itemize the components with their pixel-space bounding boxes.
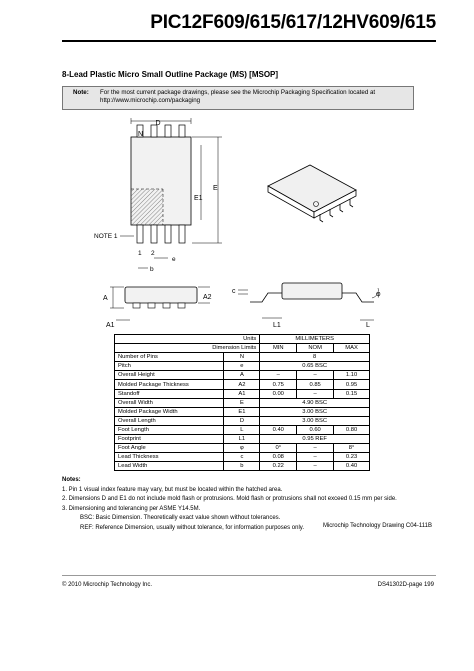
- dim-label-b: b: [150, 266, 154, 273]
- note1-label: NOTE 1: [94, 233, 118, 240]
- row-nom: –: [297, 462, 334, 471]
- row-value: 8: [260, 353, 370, 362]
- row-name: Overall Height: [115, 371, 224, 380]
- units-label: Units: [115, 335, 260, 344]
- row-min: 0°: [260, 444, 297, 453]
- row-max: 0.40: [334, 462, 370, 471]
- row-symbol: E1: [224, 407, 260, 416]
- row-name: Molded Package Width: [115, 407, 224, 416]
- row-symbol: L1: [224, 435, 260, 444]
- isometric-view: [268, 165, 356, 222]
- units-value: MILLIMETERS: [260, 335, 370, 344]
- table-row: [115, 425, 370, 434]
- table-row: [115, 353, 370, 362]
- row-name: Foot Angle: [115, 444, 224, 453]
- row-symbol: L: [224, 425, 260, 434]
- row-min: 0.08: [260, 453, 297, 462]
- row-max: 0.23: [334, 453, 370, 462]
- dim-label-c: c: [232, 288, 236, 295]
- table-row: [115, 416, 370, 425]
- col-nom-header: NOM: [297, 344, 334, 353]
- row-symbol: A2: [224, 380, 260, 389]
- row-name: Overall Length: [115, 416, 224, 425]
- row-nom: –: [297, 371, 334, 380]
- table-row: [115, 462, 370, 471]
- row-nom: –: [297, 389, 334, 398]
- row-symbol: A: [224, 371, 260, 380]
- table-row: [115, 380, 370, 389]
- row-name: Foot Length: [115, 425, 224, 434]
- row-value: 3.00 BSC: [260, 407, 370, 416]
- dim-label-E1: E1: [194, 195, 203, 202]
- dimension-limits-label: Dimension Limits: [115, 344, 260, 353]
- dim-label-L: L: [366, 322, 370, 329]
- table-row: [115, 371, 370, 380]
- row-symbol: e: [224, 362, 260, 371]
- table-row: [115, 453, 370, 462]
- row-name: Footprint: [115, 435, 224, 444]
- lead-bottom: [179, 225, 185, 243]
- row-max: 0.15: [334, 389, 370, 398]
- row-symbol: φ: [224, 444, 260, 453]
- footer-copyright: © 2010 Microchip Technology Inc.: [62, 582, 153, 588]
- page-header-title: PIC12F609/615/617/12HV609/615: [150, 12, 436, 33]
- row-nom: –: [297, 444, 334, 453]
- lead-top: [165, 125, 171, 137]
- drawing-number: Microchip Technology Drawing C04-111B: [322, 523, 432, 529]
- col-min-header: MIN: [260, 344, 297, 353]
- dim-label-E: E: [213, 185, 218, 192]
- row-name: Lead Width: [115, 462, 224, 471]
- row-nom: –: [297, 453, 334, 462]
- row-value: 0.65 BSC: [260, 362, 370, 371]
- row-symbol: b: [224, 462, 260, 471]
- row-max: 8°: [334, 444, 370, 453]
- row-max: 1.10: [334, 371, 370, 380]
- pin1-hatched-area: [131, 189, 163, 225]
- dim-label-L1: L1: [273, 322, 281, 329]
- lead-bottom: [151, 225, 157, 243]
- note-2: 2. Dimensions D and E1 do not include mold flash or protrusions. Mold flash or protrusions shall not exceed 0.15 mm per side.: [62, 496, 397, 502]
- dim-label-e: e: [172, 256, 176, 263]
- row-name: Standoff: [115, 389, 224, 398]
- table-body: [115, 353, 370, 471]
- row-symbol: c: [224, 453, 260, 462]
- top-view: [94, 118, 222, 273]
- row-nom: 0.60: [297, 425, 334, 434]
- row-min: 0.40: [260, 425, 297, 434]
- notes-title: Notes:: [62, 477, 81, 483]
- row-name: Overall Width: [115, 398, 224, 407]
- col-max-header: MAX: [334, 344, 370, 353]
- footer-rule: [62, 575, 436, 576]
- section-title: 8-Lead Plastic Micro Small Outline Package (MS) [MSOP]: [62, 70, 279, 79]
- note-text: For the most current package drawings, please see the Microchip Packaging Specification located at http://www.microchip.com/packaging: [100, 89, 376, 104]
- table-row: [115, 389, 370, 398]
- package-drawings: [0, 0, 474, 334]
- table-row: [115, 444, 370, 453]
- dim-label-N: N: [138, 131, 144, 138]
- table-row: [115, 362, 370, 371]
- pin-1-label: 1: [138, 250, 142, 257]
- row-symbol: D: [224, 416, 260, 425]
- note-3: 3. Dimensioning and tolerancing per ASME Y14.5M.: [62, 505, 201, 512]
- side-view: [103, 287, 212, 329]
- dim-label-D: D: [155, 120, 161, 127]
- lead-bottom: [165, 225, 171, 243]
- row-max: 0.80: [334, 425, 370, 434]
- dim-label-phi: φ: [376, 291, 381, 298]
- row-name: Lead Thickness: [115, 453, 224, 462]
- dimension-table: [114, 334, 370, 471]
- row-value: 0.95 REF: [260, 435, 370, 444]
- footer-page-number: DS41302D-page 199: [377, 582, 434, 588]
- row-value: 3.00 BSC: [260, 416, 370, 425]
- row-name: Pitch: [115, 362, 224, 371]
- row-symbol: E: [224, 398, 260, 407]
- note-1: 1. Pin 1 visual index feature may vary, but must be located within the hatched area.: [62, 486, 283, 493]
- row-symbol: A1: [224, 389, 260, 398]
- row-value: 4.90 BSC: [260, 398, 370, 407]
- end-view: [232, 283, 381, 329]
- note-label: Note:: [73, 89, 89, 96]
- note-ref: REF: Reference Dimension, usually without tolerance, for information purposes only.: [80, 524, 304, 531]
- row-name: Number of Pins: [115, 353, 224, 362]
- table-row: [115, 435, 370, 444]
- note-bsc: BSC: Basic Dimension. Theoretically exact value shown without tolerances.: [80, 515, 281, 521]
- dim-label-A: A: [103, 295, 108, 302]
- row-symbol: N: [224, 353, 260, 362]
- row-min: 0.00: [260, 389, 297, 398]
- table-row: [115, 398, 370, 407]
- row-name: Molded Package Thickness: [115, 380, 224, 389]
- row-min: –: [260, 371, 297, 380]
- row-max: 0.95: [334, 380, 370, 389]
- row-min: 0.22: [260, 462, 297, 471]
- row-min: 0.75: [260, 380, 297, 389]
- dim-label-A2: A2: [203, 294, 212, 301]
- lead-bottom: [137, 225, 143, 243]
- pin-2-label: 2: [151, 250, 155, 257]
- dim-label-A1: A1: [106, 322, 115, 329]
- row-nom: 0.85: [297, 380, 334, 389]
- lead-top: [179, 125, 185, 137]
- table-row: [115, 407, 370, 416]
